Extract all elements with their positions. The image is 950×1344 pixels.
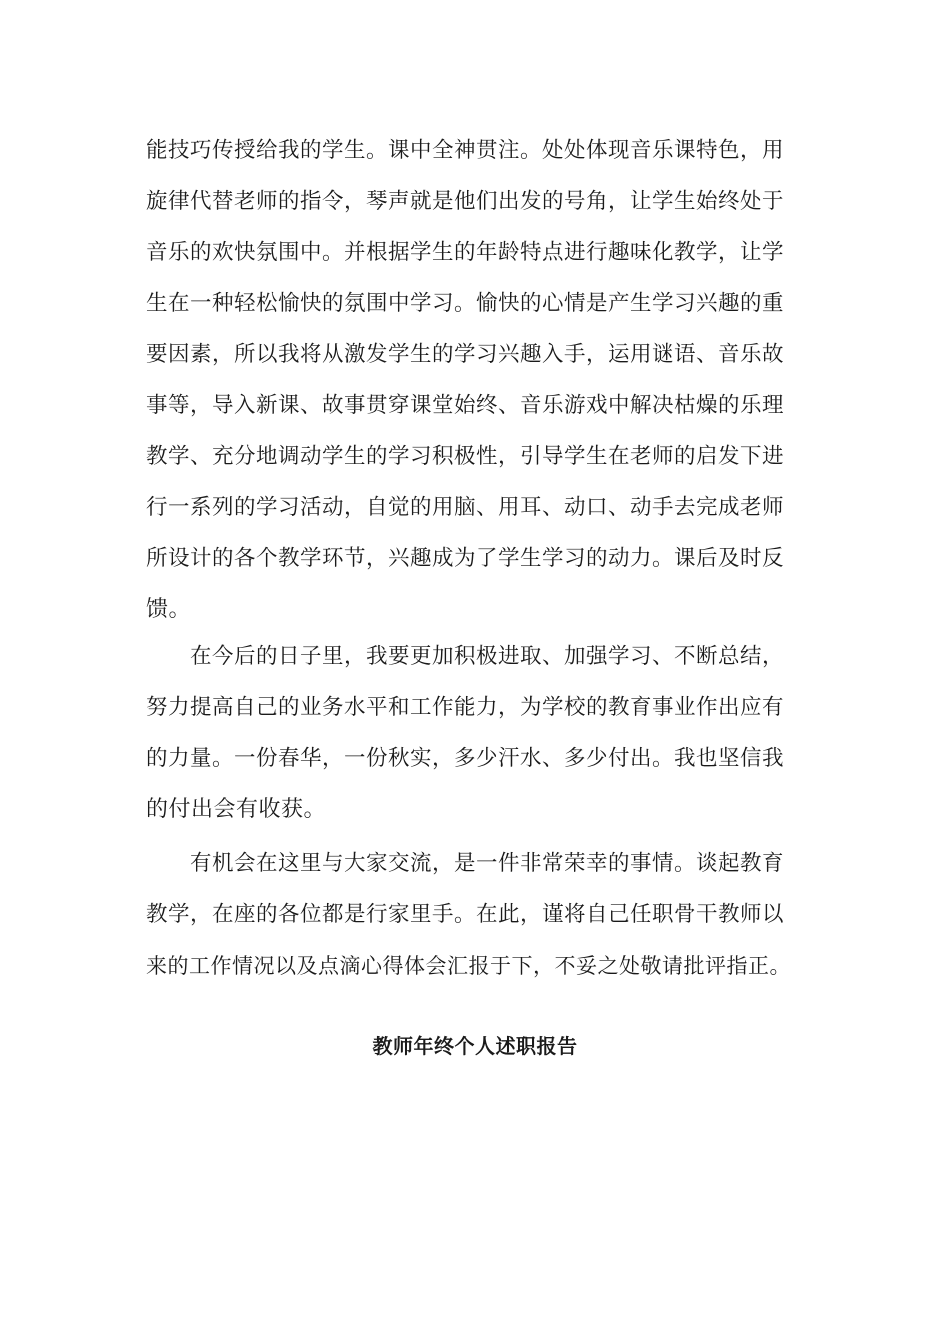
paragraph-line: 教学，在座的各位都是行家里手。在此，谨将自己任职骨干教师以 — [146, 902, 785, 927]
paragraph-line: 旋律代替老师的指令，琴声就是他们出发的号角，让学生始终处于 — [146, 189, 785, 214]
paragraph-line: 音乐的欢快氛围中。并根据学生的年龄特点进行趣味化教学，让学 — [146, 240, 785, 265]
paragraph-line: 馈。 — [146, 597, 192, 622]
paragraph-line: 行一系列的学习活动，自觉的用脑、用耳、动口、动手去完成老师 — [146, 495, 785, 520]
paragraph-line: 能技巧传授给我的学生。课中全神贯注。处处体现音乐课特色，用 — [146, 138, 785, 163]
paragraph-line: 生在一种轻松愉快的氛围中学习。愉快的心情是产生学习兴趣的重 — [146, 291, 785, 316]
paragraph-line: 有机会在这里与大家交流，是一件非常荣幸的事情。谈起教育 — [190, 851, 785, 876]
paragraph-line: 努力提高自己的业务水平和工作能力，为学校的教育事业作出应有 — [146, 695, 785, 720]
paragraph-line: 所设计的各个教学环节，兴趣成为了学生学习的动力。课后及时反 — [146, 546, 785, 571]
paragraph-line: 的力量。一份春华，一份秋实，多少汗水、多少付出。我也坚信我 — [146, 746, 785, 771]
paragraph-line: 来的工作情况以及点滴心得体会汇报于下，不妥之处敬请批评指正。 — [146, 954, 791, 978]
section-heading: 教师年终个人述职报告 — [372, 1034, 578, 1058]
paragraph-line: 的付出会有收获。 — [146, 797, 327, 822]
paragraph-line: 要因素，所以我将从激发学生的学习兴趣入手，运用谜语、音乐故 — [146, 342, 785, 367]
paragraph-line: 教学、充分地调动学生的学习积极性，引导学生在老师的启发下进 — [146, 444, 785, 469]
paragraph-line: 在今后的日子里，我要更加积极进取、加强学习、不断总结， — [190, 644, 785, 669]
paragraph-line: 事等，导入新课、故事贯穿课堂始终、音乐游戏中解决枯燥的乐理 — [146, 393, 785, 418]
